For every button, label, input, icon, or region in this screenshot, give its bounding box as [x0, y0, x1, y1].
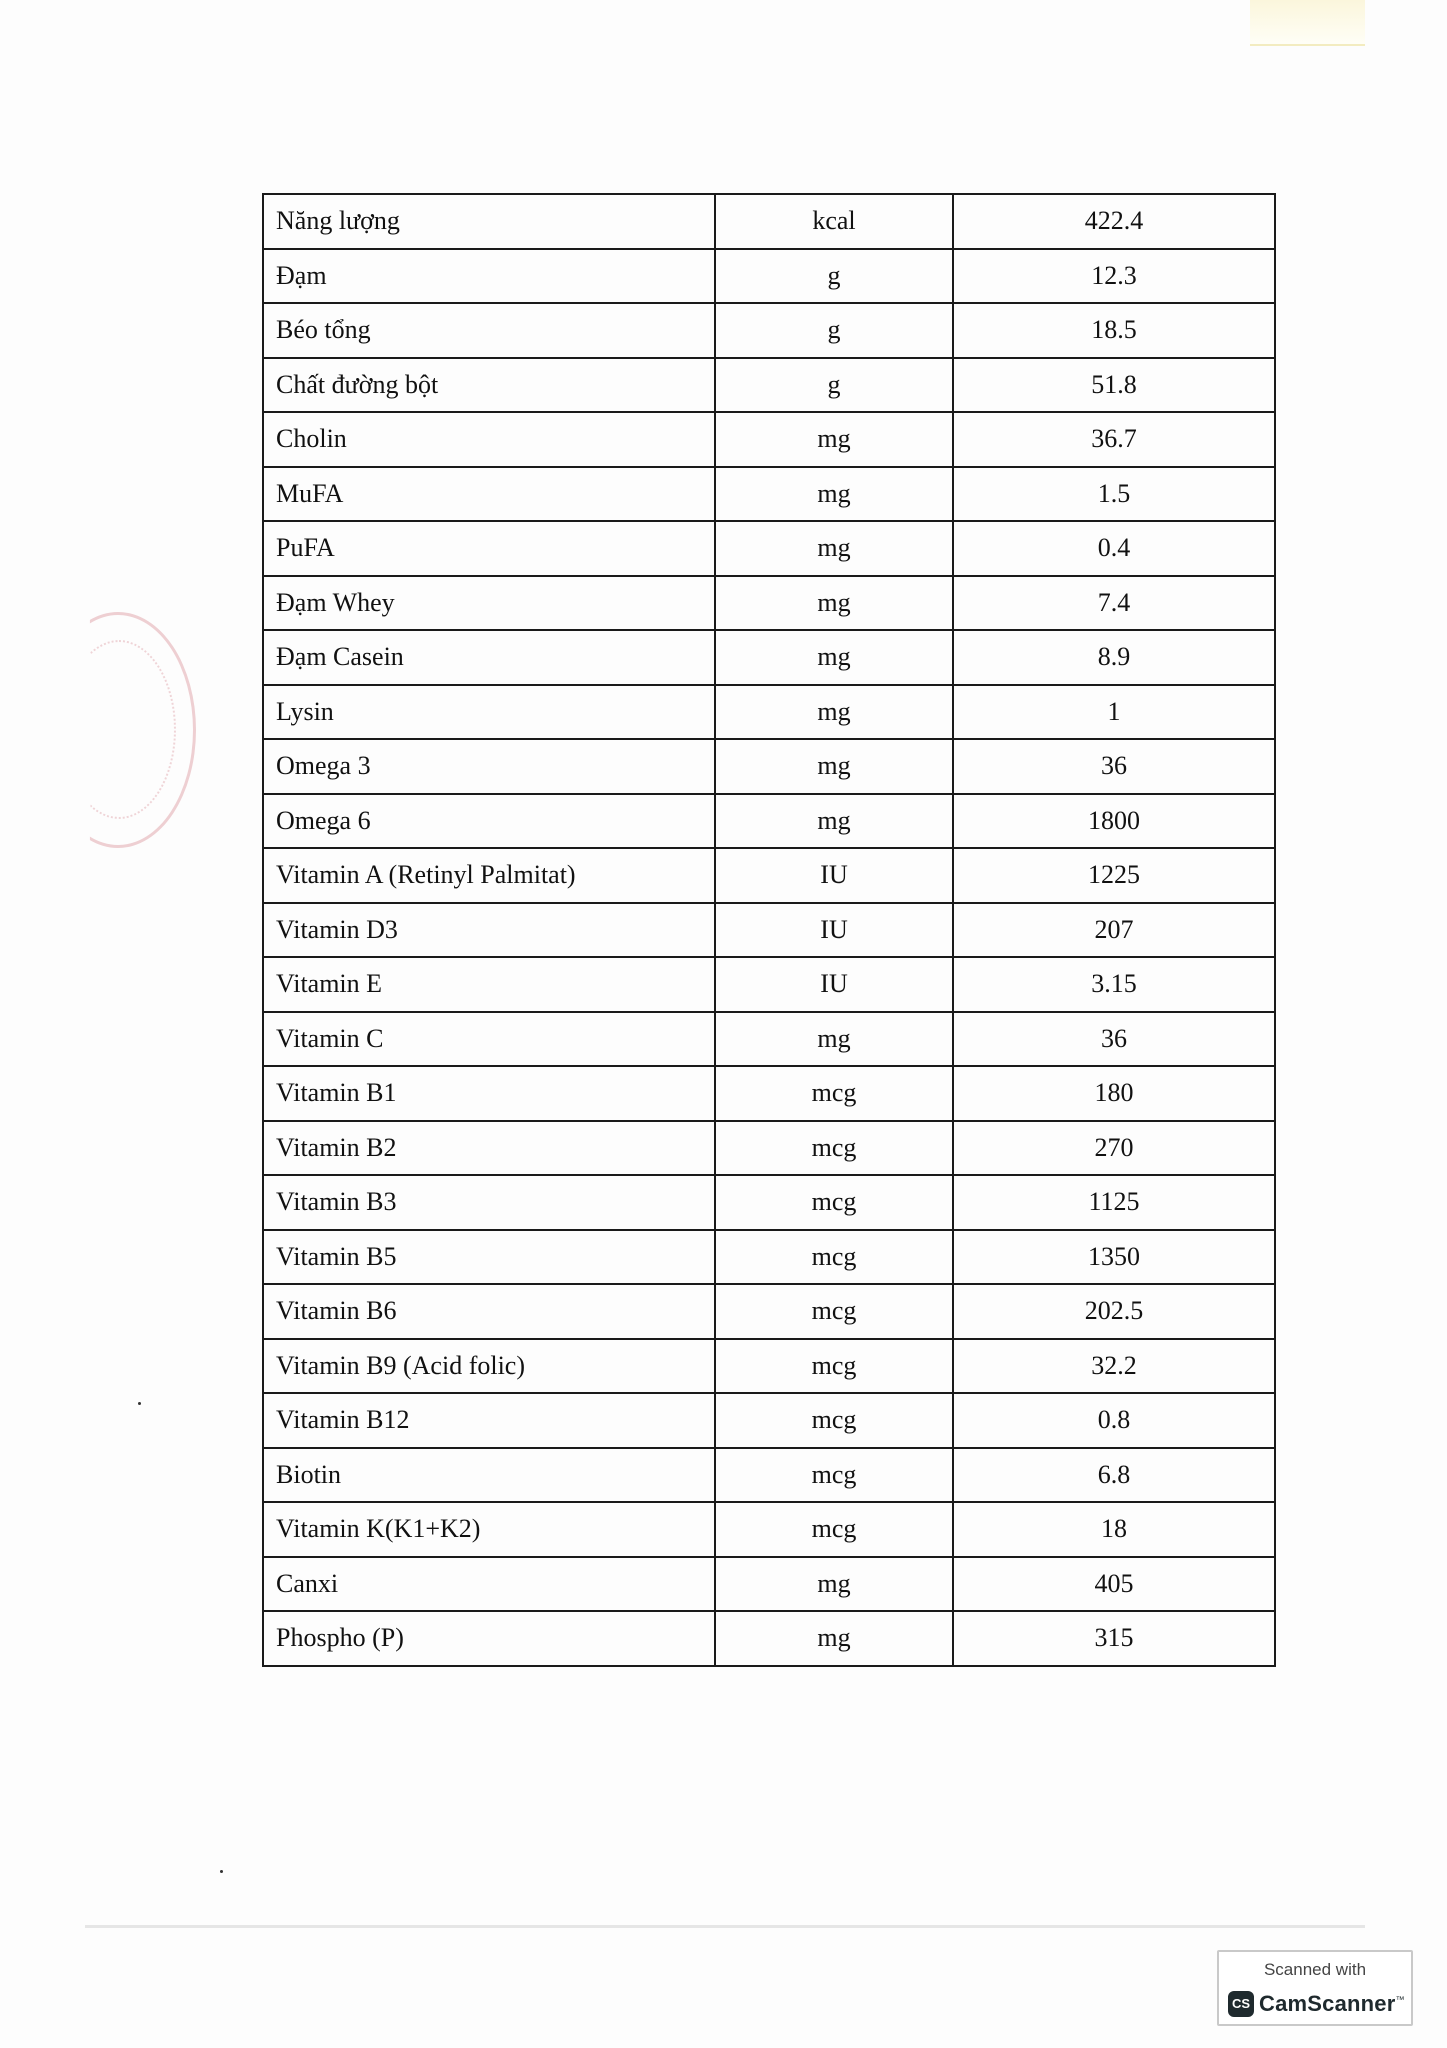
value-cell: 6.8: [953, 1448, 1275, 1503]
unit-cell: mg: [715, 1012, 953, 1067]
unit-cell: mg: [715, 467, 953, 522]
table-row: [263, 903, 1275, 958]
value-cell: 180: [953, 1066, 1275, 1121]
table-row: [263, 521, 1275, 576]
corner-tab-mark: [1250, 0, 1365, 46]
value-cell: 3.15: [953, 957, 1275, 1012]
table-row: [263, 358, 1275, 413]
unit-cell: kcal: [715, 194, 953, 249]
value-cell: 1350: [953, 1230, 1275, 1285]
table-row: [263, 1066, 1275, 1121]
table-row: [263, 848, 1275, 903]
unit-cell: g: [715, 249, 953, 304]
nutrient-name-cell: Chất đường bột: [263, 358, 715, 413]
unit-cell: mg: [715, 521, 953, 576]
unit-cell: mcg: [715, 1339, 953, 1394]
value-cell: 315: [953, 1611, 1275, 1666]
nutrient-name-cell: Béo tổng: [263, 303, 715, 358]
table-row: [263, 1448, 1275, 1503]
nutrient-name-cell: Vitamin A (Retinyl Palmitat): [263, 848, 715, 903]
table-row: [263, 685, 1275, 740]
unit-cell: mcg: [715, 1284, 953, 1339]
unit-cell: mg: [715, 685, 953, 740]
unit-cell: mcg: [715, 1448, 953, 1503]
unit-cell: mcg: [715, 1502, 953, 1557]
table-row: [263, 739, 1275, 794]
unit-cell: mcg: [715, 1393, 953, 1448]
nutrient-name-cell: Đạm Casein: [263, 630, 715, 685]
value-cell: 8.9: [953, 630, 1275, 685]
value-cell: 202.5: [953, 1284, 1275, 1339]
camscanner-brand-name: CamScanner: [1259, 1991, 1396, 2016]
unit-cell: mcg: [715, 1230, 953, 1285]
unit-cell: mcg: [715, 1175, 953, 1230]
value-cell: 18.5: [953, 303, 1275, 358]
nutrient-name-cell: Phospho (P): [263, 1611, 715, 1666]
unit-cell: IU: [715, 848, 953, 903]
page-edge-shadow: [85, 1925, 1365, 1928]
table-row: [263, 1121, 1275, 1176]
nutrient-name-cell: Vitamin K(K1+K2): [263, 1502, 715, 1557]
value-cell: 1225: [953, 848, 1275, 903]
value-cell: 270: [953, 1121, 1275, 1176]
nutrient-name-cell: Vitamin B3: [263, 1175, 715, 1230]
unit-cell: mg: [715, 739, 953, 794]
value-cell: 1800: [953, 794, 1275, 849]
nutrient-name-cell: Đạm Whey: [263, 576, 715, 631]
value-cell: 405: [953, 1557, 1275, 1612]
table-row: [263, 1230, 1275, 1285]
table-row: [263, 1611, 1275, 1666]
unit-cell: mg: [715, 1611, 953, 1666]
value-cell: 36: [953, 1012, 1275, 1067]
value-cell: 12.3: [953, 249, 1275, 304]
nutrient-name-cell: Vitamin B9 (Acid folic): [263, 1339, 715, 1394]
table-row: [263, 1502, 1275, 1557]
scan-speck: [138, 1402, 141, 1405]
table-row: [263, 249, 1275, 304]
unit-cell: IU: [715, 957, 953, 1012]
nutrient-name-cell: Canxi: [263, 1557, 715, 1612]
unit-cell: mcg: [715, 1121, 953, 1176]
unit-cell: IU: [715, 903, 953, 958]
table-row: [263, 957, 1275, 1012]
nutrient-name-cell: Biotin: [263, 1448, 715, 1503]
value-cell: 1125: [953, 1175, 1275, 1230]
value-cell: 7.4: [953, 576, 1275, 631]
table-row: [263, 1557, 1275, 1612]
trademark-mark: ™: [1395, 1994, 1405, 2005]
partial-seal-stamp-inner: [62, 640, 176, 819]
value-cell: 207: [953, 903, 1275, 958]
scanned-with-text: Scanned with: [1263, 1960, 1367, 1979]
nutrient-name-cell: Vitamin E: [263, 957, 715, 1012]
nutrient-name-cell: Cholin: [263, 412, 715, 467]
unit-cell: mg: [715, 576, 953, 631]
nutrient-name-cell: Vitamin B5: [263, 1230, 715, 1285]
camscanner-watermark: [1217, 1950, 1413, 2026]
nutrient-name-cell: Lysin: [263, 685, 715, 740]
table-row: [263, 794, 1275, 849]
nutrient-name-cell: Vitamin B6: [263, 1284, 715, 1339]
camscanner-logo-icon: CS: [1228, 1991, 1254, 2017]
nutrient-name-cell: Năng lượng: [263, 194, 715, 249]
unit-cell: g: [715, 303, 953, 358]
value-cell: 1: [953, 685, 1275, 740]
table-row: [263, 1175, 1275, 1230]
unit-cell: mg: [715, 412, 953, 467]
value-cell: 422.4: [953, 194, 1275, 249]
table-row: [263, 467, 1275, 522]
value-cell: 51.8: [953, 358, 1275, 413]
camscanner-brand: [1259, 1991, 1405, 2017]
unit-cell: mg: [715, 630, 953, 685]
table-row: [263, 576, 1275, 631]
nutrition-table-body: [263, 194, 1275, 1666]
table-row: [263, 194, 1275, 249]
nutrient-name-cell: Vitamin C: [263, 1012, 715, 1067]
value-cell: 18: [953, 1502, 1275, 1557]
unit-cell: g: [715, 358, 953, 413]
nutrition-table: [262, 193, 1276, 1667]
unit-cell: mg: [715, 794, 953, 849]
value-cell: 36: [953, 739, 1275, 794]
nutrient-name-cell: MuFA: [263, 467, 715, 522]
table-row: [263, 412, 1275, 467]
value-cell: 0.4: [953, 521, 1275, 576]
value-cell: 32.2: [953, 1339, 1275, 1394]
value-cell: 0.8: [953, 1393, 1275, 1448]
nutrient-name-cell: Vitamin B12: [263, 1393, 715, 1448]
table-row: [263, 303, 1275, 358]
nutrient-name-cell: Omega 6: [263, 794, 715, 849]
table-row: [263, 1284, 1275, 1339]
value-cell: 1.5: [953, 467, 1275, 522]
table-row: [263, 1012, 1275, 1067]
table-row: [263, 630, 1275, 685]
scan-speck: [220, 1870, 223, 1873]
nutrient-name-cell: Vitamin D3: [263, 903, 715, 958]
unit-cell: mg: [715, 1557, 953, 1612]
nutrient-name-cell: Đạm: [263, 249, 715, 304]
value-cell: 36.7: [953, 412, 1275, 467]
nutrient-name-cell: Vitamin B1: [263, 1066, 715, 1121]
nutrient-name-cell: PuFA: [263, 521, 715, 576]
nutrient-name-cell: Vitamin B2: [263, 1121, 715, 1176]
table-row: [263, 1339, 1275, 1394]
unit-cell: mcg: [715, 1066, 953, 1121]
table-row: [263, 1393, 1275, 1448]
nutrient-name-cell: Omega 3: [263, 739, 715, 794]
